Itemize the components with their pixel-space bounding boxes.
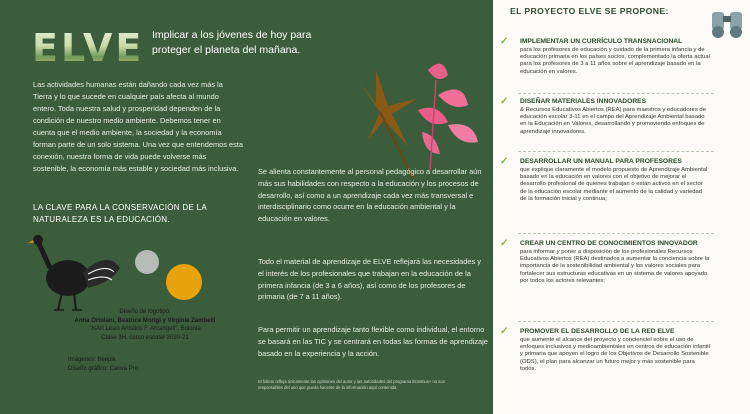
- orange-circle: [166, 264, 202, 300]
- goal-item-1: [500, 38, 710, 76]
- disclaimer: El folleto refleja únicamente las opiniones del autor y las autoridades del programa Erasmus+ no son responsables del uso que pueda hacerse de la información aquí contenida: [258, 379, 446, 390]
- logo-designers: Anna Ortolani, Beatrice Morigi y Virginia Zambelli: [74, 317, 216, 324]
- goal-heading: DISEÑAR MATERIALES INNOVADORES: [520, 98, 647, 105]
- image-credits: [68, 356, 138, 373]
- check-icon: ✓: [500, 326, 509, 337]
- divider: [518, 151, 714, 152]
- goal-heading: IMPLEMENTAR UN CURRÍCULO TRANSNACIONAL: [520, 38, 683, 45]
- key-statement: LA CLAVE PARA LA CONSERVACIÓN DE LA NATURALEZA ES LA EDUCACIÓN.: [33, 203, 207, 224]
- middle-paragraph-1: Se alienta constantemente al personal pedagógico a desarrollar aún más sus habilidades con respecto a la educación y los procesos de desarrollo, así como a un aprendizaje cada vez más transversal e interdisciplinario como ocurre en la educación ambiental y la educación en valores.: [258, 167, 482, 224]
- school-class: Clase 3H, curso escolar 2020-21: [101, 334, 189, 341]
- leaves-illustration: [318, 50, 488, 180]
- elve-logo: ELVE: [32, 26, 145, 70]
- check-icon: ✓: [500, 36, 509, 47]
- divider: [518, 321, 714, 322]
- goal-body: para informar y poner a disposición de los profesionales Recursos Educativos Abiertos (REA) destinados a aumentar la conciencia sobre la importancia de la sostenibilidad ambiental y los valores sociales para fortalecer sus estructuras educativas en un sistema de valores apoyado por todos los actores relevantes;: [520, 248, 710, 285]
- grey-circle: [135, 250, 159, 274]
- goal-body: & Recursos Educativos Abiertos (REA) para maestros y educadores de educación escolar 3-11 en el campo del Aprendizaje Ambiental basado en la Educación en Valores, desarrollando y promoviendo enfoques de aprendizaje innovadores.: [520, 106, 706, 135]
- goal-heading: PROMOVER EL DESARROLLO DE LA RED ELVE: [520, 328, 675, 335]
- divider: [518, 233, 714, 234]
- check-icon: ✓: [500, 96, 509, 107]
- bird-illustration: [28, 230, 128, 315]
- intro-paragraph: Las actividades humanas están dañando cada vez más la Tierra y lo que sucede en cualquier país afecta al mundo entero. Toda nuestra salud y prosperidad dependen de la condición de nuestro medio ambiente. Debemos tener en cuenta que el medio ambiente, la sociedad y la economía forman parte de un solo sistema. Una vez que entendemos esta conexión, nuestra forma de vida puede volverse más sostenible, la economía más estable y sociedad más inclusiva.: [33, 80, 243, 173]
- school-name: "IsArt Liceo Artistico F. Arcangeli", Bolonia: [89, 326, 201, 332]
- goal-item-3: [500, 158, 710, 204]
- binoculars-icon: [708, 4, 748, 38]
- goal-body: que explique claramente el modelo propuesto de Aprendizaje Ambiental basado en la educación en valores con el objetivo de mejorar el desarrollo profesional de quienes trabajan o están activos en el sector de la educación escolar mediante el aumento de la calidad y variedad de la formación inicial y continua;: [520, 166, 708, 203]
- goal-body: que aumente el alcance del proyecto y concienciel sobre el uso de enfoques inclusivos y medioambientales en centros de educación infantil y primaria que apoyen el logro de los Objetivos de Desarrollo Sostenible (ODS), el plan para alcanzar un futuro mejor y más sostenible para todos.: [520, 336, 710, 373]
- divider: [518, 93, 714, 94]
- check-icon: ✓: [500, 156, 509, 167]
- goal-body: para los profesores de educación y cuidado de la primera infancia y de educación primaria en los países socios, complementado la oferta actual para los profesores de 3 a 11 años sobre el aprendizaje basado en la educación en valores.: [520, 46, 710, 75]
- images-credit: Imágenes: freepik: [68, 357, 116, 363]
- logo-credits: [40, 308, 250, 342]
- goal-item-4: [500, 240, 710, 286]
- goal-item-2: [500, 98, 710, 136]
- logo-design-label: Diseño de logotipo:: [119, 309, 171, 315]
- graphic-credit: Diseño gráfico: Canva Pro: [68, 365, 139, 372]
- goal-heading: CREAR UN CENTRO DE CONOCIMIENTOS INNOVADOR: [520, 240, 698, 247]
- middle-paragraph-2: Todo el material de aprendizaje de ELVE reflejará las necesidades y el interés de los profesionales que trabajan en la educación de la primera infancia (de 3 a 6 años), así como de los profesores de primaria (de 7 a 11 años).: [258, 257, 481, 302]
- goal-heading: DESARROLLAR UN MANUAL PARA PROFESORES: [520, 158, 682, 165]
- check-icon: ✓: [500, 238, 509, 249]
- right-title: EL PROYECTO ELVE SE PROPONE:: [510, 6, 669, 16]
- goal-item-5: [500, 328, 710, 374]
- middle-paragraph-3: Para permitir un aprendizaje tanto flexible como individual, el entorno se basará en las TIC y se centrará en todas las formas de aprendizaje basado en la experiencia y la acción.: [258, 325, 488, 358]
- tagline: Implicar a los jóvenes de hoy para proteger el planeta del mañana.: [152, 29, 312, 56]
